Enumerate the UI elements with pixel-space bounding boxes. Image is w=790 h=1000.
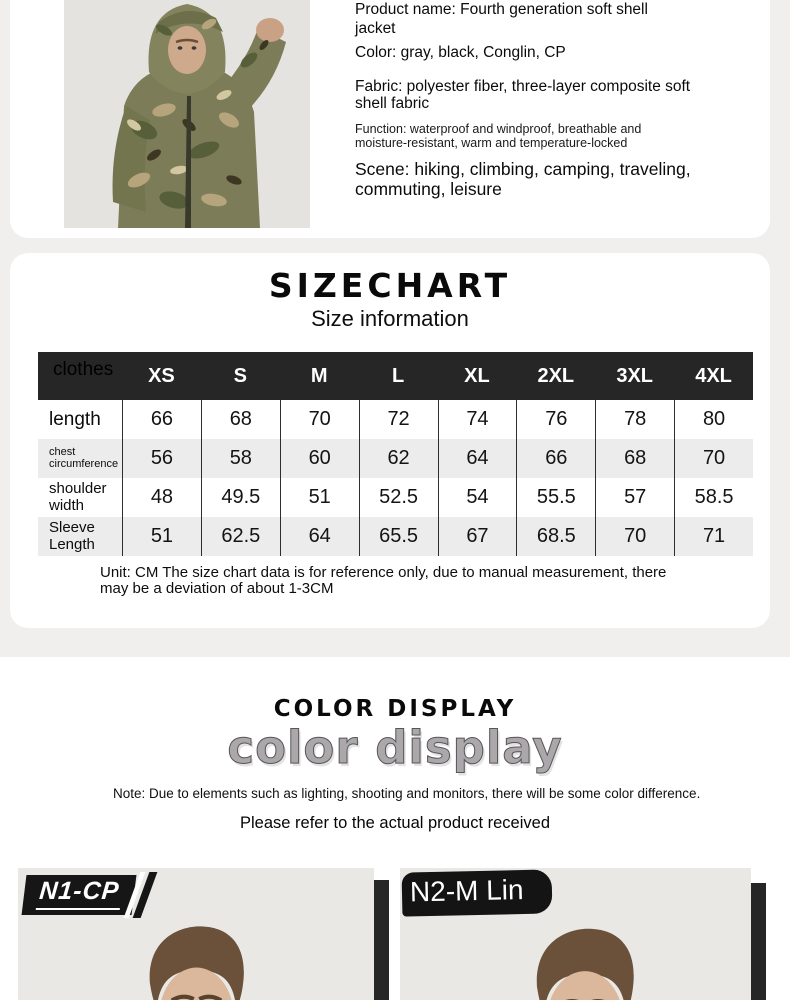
unit-note: Unit: CM The size chart data is for reference only, due to manual measurement, there may be a deviation of about 1-3CM — [100, 564, 667, 597]
corner-label: clothes — [53, 359, 114, 380]
size-chart-subtitle: Size information — [311, 306, 469, 331]
divider-bar-left — [374, 880, 389, 1000]
color-display-title: COLOR DISPLAY — [273, 696, 517, 722]
table-corner-cell — [38, 352, 122, 400]
refer-actual-product-note: Please refer to the actual product received — [239, 814, 550, 832]
size-value-cell: 68.5 — [516, 517, 595, 556]
size-value-cell: 70 — [595, 517, 674, 556]
size-value-cell: 65.5 — [359, 517, 438, 556]
size-chart-title: SIZECHART — [268, 266, 512, 305]
size-value-cell: 76 — [516, 400, 595, 439]
row-label: chest circumference — [38, 439, 122, 478]
size-value-cell: 49.5 — [201, 478, 280, 517]
size-value-cell: 58.5 — [674, 478, 753, 517]
size-value-cell: 60 — [280, 439, 359, 478]
size-value-cell: 56 — [122, 439, 201, 478]
color-display-subtitle: color display — [227, 721, 563, 774]
size-table — [38, 352, 753, 556]
variant-badge-n2-mlin: N2-M Lin — [402, 869, 553, 916]
size-value-cell: 54 — [438, 478, 517, 517]
row-label: shoulder width — [38, 478, 122, 517]
variant-badge-n1-cp — [24, 875, 149, 915]
size-value-cell: 70 — [674, 439, 753, 478]
size-value-cell: 71 — [674, 517, 753, 556]
size-column-header: 2XL — [516, 352, 595, 400]
size-value-cell: 68 — [201, 400, 280, 439]
product-photo — [64, 0, 310, 228]
color-difference-note: Note: Due to elements such as lighting, shooting and monitors, there will be some color difference. — [113, 786, 701, 801]
size-column-header: 4XL — [674, 352, 753, 400]
model-face-illustration — [500, 916, 670, 1000]
size-column-header: XS — [122, 352, 201, 400]
size-value-cell: 67 — [438, 517, 517, 556]
size-value-cell: 70 — [280, 400, 359, 439]
size-value-cell: 52.5 — [359, 478, 438, 517]
spec-function: Function: waterproof and windproof, breathable and moisture-resistant, warm and temperature-locked — [355, 122, 642, 150]
size-value-cell: 74 — [438, 400, 517, 439]
badge-n1-body — [22, 875, 137, 915]
size-column-header: L — [359, 352, 438, 400]
size-value-cell: 66 — [122, 400, 201, 439]
divider-bar-right — [751, 883, 766, 1000]
color-display-section — [0, 657, 790, 1000]
spec-fabric: Fabric: polyester fiber, three-layer composite soft shell fabric — [355, 78, 691, 112]
size-value-cell: 55.5 — [516, 478, 595, 517]
size-value-cell: 51 — [122, 517, 201, 556]
spec-color: Color: gray, black, Conglin, CP — [355, 44, 566, 61]
size-value-cell: 68 — [595, 439, 674, 478]
size-column-header: M — [280, 352, 359, 400]
size-value-cell: 64 — [438, 439, 517, 478]
size-value-cell: 66 — [516, 439, 595, 478]
size-value-cell: 48 — [122, 478, 201, 517]
product-summary-card — [10, 0, 770, 238]
size-chart-card — [10, 253, 770, 628]
size-value-cell: 58 — [201, 439, 280, 478]
size-column-header: S — [201, 352, 280, 400]
size-value-cell: 72 — [359, 400, 438, 439]
size-value-cell: 80 — [674, 400, 753, 439]
size-value-cell: 78 — [595, 400, 674, 439]
camo-jacket-illustration — [64, 0, 310, 228]
row-label: Sleeve Length — [38, 517, 122, 556]
size-column-header: 3XL — [595, 352, 674, 400]
size-value-cell: 64 — [280, 517, 359, 556]
size-value-cell: 51 — [280, 478, 359, 517]
model-face-illustration — [114, 914, 279, 1000]
size-value-cell: 57 — [595, 478, 674, 517]
size-value-cell: 62 — [359, 439, 438, 478]
row-label: length — [38, 400, 122, 439]
badge-n1-label: N1-CP — [36, 877, 123, 910]
size-value-cell: 62.5 — [201, 517, 280, 556]
spec-product-name: Product name: Fourth generation soft shell jacket — [355, 1, 648, 37]
spec-scene: Scene: hiking, climbing, camping, traveling, commuting, leisure — [355, 159, 691, 199]
size-column-header: XL — [438, 352, 517, 400]
